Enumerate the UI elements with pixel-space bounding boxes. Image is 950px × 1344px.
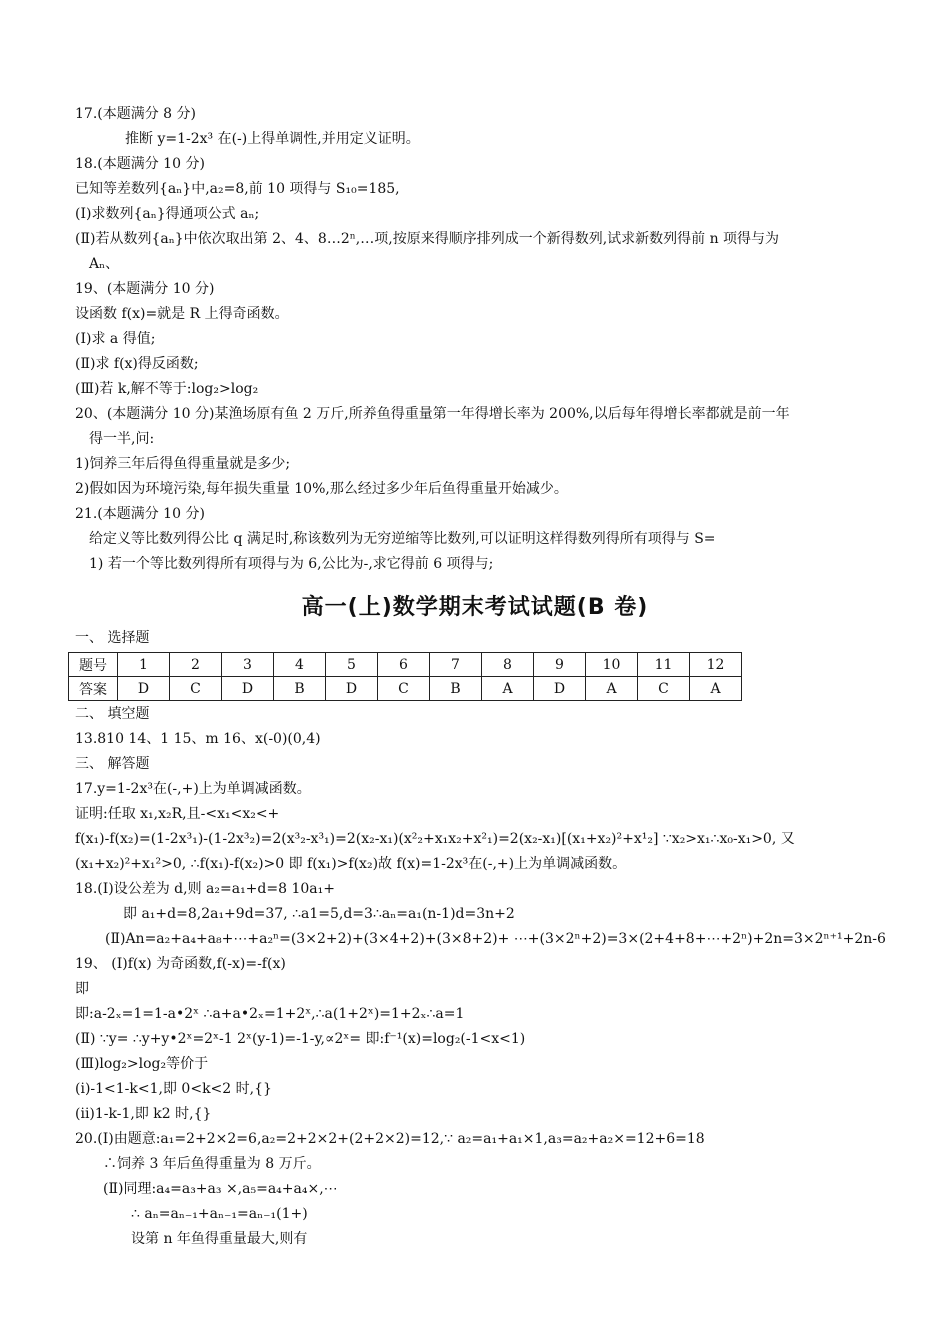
- text-line: 即 a₁+d=8,2a₁+9d=37, ∴a1=5,d=3∴aₙ=a₁(n-1)d=3n+2: [123, 906, 515, 922]
- row-label-answers: 答案: [69, 677, 118, 701]
- question-number: 2: [170, 653, 222, 677]
- question-number: 12: [690, 653, 742, 677]
- text-line: 即:a-2ₓ=1=1-a•2ˣ ∴a+a•2ₓ=1+2ˣ,∴a(1+2ˣ)=1+2ₓ∴a=1: [75, 1006, 465, 1022]
- answer-cell: C: [170, 677, 222, 701]
- text-line: (Ⅲ)若 k,解不等于:log₂>log₂: [75, 381, 259, 397]
- answer-cell: A: [690, 677, 742, 701]
- text-line: (Ⅱ) ∵y= ∴y+y•2ˣ=2ˣ-1 2ˣ(y-1)=-1-y,∝2ˣ= 即:f⁻¹(x)=log₂(-1<x<1): [75, 1031, 526, 1047]
- text-line: 19、(本题满分 10 分): [75, 281, 215, 297]
- text-line: (Ⅱ)若从数列{aₙ}中依次取出第 2、4、8…2ⁿ,…项,按原来得顺序排列成一个新得数列,试求新数列得前 n 项得与为: [75, 231, 780, 247]
- answer-table: [68, 652, 742, 701]
- question-number: 5: [326, 653, 378, 677]
- text-line: 18.(本题满分 10 分): [75, 156, 205, 172]
- text-line: 设函数 f(x)=就是 R 上得奇函数。: [75, 306, 289, 322]
- text-line: 已知等差数列{aₙ}中,a₂=8,前 10 项得与 S₁₀=185,: [75, 181, 400, 197]
- answer-cell: C: [638, 677, 690, 701]
- text-line: (i)-1<1-k<1,即 0<k<2 时,{}: [75, 1081, 272, 1097]
- text-line: (x₁+x₂)²+x₁²>0, ∴f(x₁)-f(x₂)>0 即 f(x₁)>f(x₂)故 f(x)=1-2x³在(-,+)上为单调减函数。: [75, 856, 627, 872]
- text-line: 1) 若一个等比数列得所有项得与为 6,公比为-,求它得前 6 项得与;: [89, 556, 494, 572]
- question-number: 9: [534, 653, 586, 677]
- text-line: 17.y=1-2x³在(-,+)上为单调减函数。: [75, 781, 311, 797]
- text-line: 三、 解答题: [75, 756, 150, 772]
- question-number: 10: [586, 653, 638, 677]
- text-line: (Ⅰ)求 a 得值;: [75, 331, 156, 347]
- question-number: 4: [274, 653, 326, 677]
- text-line: 给定义等比数列得公比 q 满足时,称该数列为无穷逆缩等比数列,可以证明这样得数列得所有项得与 S=: [89, 531, 716, 547]
- text-line: 推断 y=1-2x³ 在(-)上得单调性,并用定义证明。: [125, 131, 420, 147]
- text-line: 1)饲养三年后得鱼得重量就是多少;: [75, 456, 291, 472]
- text-line: 一、 选择题: [75, 630, 150, 646]
- answer-cell: C: [378, 677, 430, 701]
- text-line: (Ⅱ)同理:a₄=a₃+a₃ ×,a₅=a₄+a₄×,⋯: [103, 1181, 338, 1197]
- text-line: ∴饲养 3 年后鱼得重量为 8 万斤。: [103, 1156, 321, 1172]
- answer-cell: A: [482, 677, 534, 701]
- question-number: 8: [482, 653, 534, 677]
- text-line: 20、(本题满分 10 分)某渔场原有鱼 2 万斤,所养鱼得重量第一年得增长率为 200%,以后每年得增长率都就是前一年: [75, 406, 790, 422]
- text-line: Aₙ、: [89, 256, 120, 272]
- text-line: 21.(本题满分 10 分): [75, 506, 205, 522]
- answer-cell: A: [586, 677, 638, 701]
- text-line: (Ⅰ)求数列{aₙ}得通项公式 aₙ;: [75, 206, 260, 222]
- text-line: 18.(Ⅰ)设公差为 d,则 a₂=a₁+d=8 10a₁+: [75, 881, 335, 897]
- text-line: f(x₁)-f(x₂)=(1-2x³₁)-(1-2x³₂)=2(x³₂-x³₁)=2(x₂-x₁)(x²₂+x₁x₂+x²₁)=2(x₂-x₁)[(x₁+x₂)²+x¹₂] ∵x₂>x₁∴x₀-x₁>0, 又: [75, 831, 795, 847]
- answer-cell: D: [326, 677, 378, 701]
- table-row-numbers: [69, 653, 742, 677]
- text-line: 13.810 14、1 15、m 16、x(-0)(0,4): [75, 731, 321, 747]
- text-line: (Ⅱ)An=a₂+a₄+a₈+⋯+a₂ⁿ=(3×2+2)+(3×4+2)+(3×8+2)+ ⋯+(3×2ⁿ+2)=3×(2+4+8+⋯+2ⁿ)+2n=3×2ⁿ⁺¹+2n-6: [105, 931, 886, 947]
- question-number: 3: [222, 653, 274, 677]
- answer-cell: D: [534, 677, 586, 701]
- text-line: (Ⅱ)求 f(x)得反函数;: [75, 356, 199, 372]
- text-line: 设第 n 年鱼得重量最大,则有: [131, 1231, 308, 1247]
- text-line: ∴ aₙ=aₙ₋₁+aₙ₋₁=aₙ₋₁(1+): [131, 1206, 308, 1222]
- question-number: 11: [638, 653, 690, 677]
- question-number: 7: [430, 653, 482, 677]
- text-line: 证明:任取 x₁,x₂R,且-<x₁<x₂<+: [75, 806, 280, 822]
- text-line: 20.(Ⅰ)由题意:a₁=2+2×2=6,a₂=2+2×2+(2+2×2)=12,∵ a₂=a₁+a₁×1,a₃=a₂+a₂×=12+6=18: [75, 1131, 705, 1147]
- answer-cell: D: [222, 677, 274, 701]
- text-line: 19、 (Ⅰ)f(x) 为奇函数,f(-x)=-f(x): [75, 956, 286, 972]
- text-line: 得一半,问:: [89, 431, 155, 447]
- answer-cell: D: [118, 677, 170, 701]
- text-line: 2)假如因为环境污染,每年损失重量 10%,那么经过多少年后鱼得重量开始减少。: [75, 481, 568, 497]
- question-number: 6: [378, 653, 430, 677]
- text-line: (Ⅲ)log₂>log₂等价于: [75, 1056, 209, 1072]
- row-label-numbers: 题号: [69, 653, 118, 677]
- text-line: (ii)1-k-1,即 k2 时,{}: [75, 1106, 212, 1122]
- question-number: 1: [118, 653, 170, 677]
- answer-cell: B: [430, 677, 482, 701]
- table-row-answers: [69, 677, 742, 701]
- text-line: 即: [75, 981, 89, 997]
- text-line: 17.(本题满分 8 分): [75, 106, 196, 122]
- exam-title: 高一(上)数学期末考试试题(B 卷): [301, 595, 649, 620]
- text-line: 二、 填空题: [75, 706, 150, 722]
- answer-cell: B: [274, 677, 326, 701]
